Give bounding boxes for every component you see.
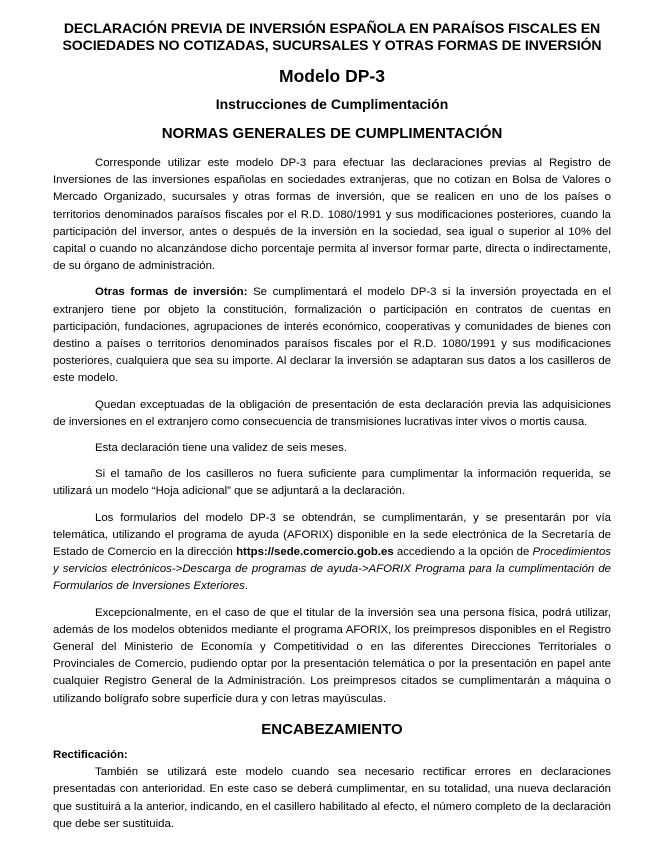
normas-paragraph-7: Excepcionalmente, en el caso de que el titular de la inversión sea una persona física, podrá utilizar, además de los modelos obtenidos mediante el programa AFORIX, los preimpresos disponibles en el Registro General del Ministerio de Economía y Competitividad o en las diferentes Direcciones Territoriales o Provinciales de Comercio, pudiendo optar por la presentación telemática o por la presentación en papel ante cualquier Registro General de la Administración. Los preimpresos citados se cumplimentarán a máquina o utilizando bolígrafo sobre superficie dura y con letras mayúsculas.	[53, 606, 611, 705]
document-title	[53, 20, 611, 54]
instructions-subtitle: Instrucciones de Cumplimentación	[215, 96, 449, 112]
sede-url: https://sede.comercio.gob.es	[236, 546, 394, 559]
normas-paragraph-1: Corresponde utilizar este modelo DP-3 para efectuar las declaraciones previas al Registro de Inversiones de las inversiones españolas en sociedades extranjeras, que no cotizan en Bolsa de Valores o Mercado Organizado, sucursales y otras formas de inversión, que se realicen en uno de los países o territorios denominados paraísos fiscales por el R.D. 1080/1991 y sus modificaciones posteriores, cuando la participación del inversor, antes o después de la inversión en la sociedad, sea igual o superior al 10% del capital o cuando no alcanzándose dicho porcentaje permita al inversor formar parte, directa o indirectamente, de su órgano de administración.	[53, 157, 611, 273]
title-line-2: SOCIEDADES NO COTIZADAS, SUCURSALES Y OTRAS FORMAS DE INVERSIÓN	[62, 37, 602, 53]
normas-paragraph-2	[53, 284, 611, 387]
normas-paragraph-6	[53, 510, 611, 596]
aforix-path: Procedimientos y servicios electrónicos->Descarga de programas de ayuda->AFORIX Programa para la cumplimentación de Formularios de Inversiones Exteriores	[53, 546, 611, 593]
encabezamiento-heading: ENCABEZAMIENTO	[261, 720, 403, 738]
normas-paragraph-4: Esta declaración tiene una validez de seis meses.	[95, 442, 348, 455]
rectificacion-label-text: Rectificación:	[53, 748, 128, 761]
rectificacion-label	[53, 747, 611, 764]
normas-heading: NORMAS GENERALES DE CUMPLIMENTACIÓN	[161, 125, 503, 142]
model-name: Modelo DP-3	[279, 66, 385, 86]
otras-formas-label: Otras formas de inversión:	[95, 286, 248, 299]
rectificacion-paragraph: También se utilizará este modelo cuando sea necesario rectificar errores en declaraciones presentadas con anterioridad. En este caso se deberá cumplimentar, en su totalidad, una nueva declaración que sustituirá a la anterior, indicando, en el casillero habilitado al efecto, el número completo de la declaración que debe ser sustituida.	[53, 766, 611, 830]
normas-paragraph-5: Si el tamaño de los casilleros no fuera suficiente para cumplimentar la información requerida, se utilizará un modelo “Hoja adicional” que se adjuntará a la declaración.	[53, 468, 611, 498]
otras-formas-text: Se cumplimentará el modelo DP-3 si la inversión proyectada en el extranjero tiene por objeto la constitución, formalización o participación en contratos de cuentas en participación, fundaciones, agrupaciones de interés económico, cooperativas y comunidades de bienes con destino a países o territorios denominados paraísos fiscales por el R.D. 1080/1991 y sus modificaciones posteriores, cualquiera que sea su importe. Al declarar la inversión se adaptaran sus datos a los casilleros de este modelo.	[53, 286, 611, 385]
normas-paragraph-3: Quedan exceptuadas de la obligación de presentación de esta declaración previa las adquisiciones de inversiones en el extranjero como consecuencia de transmisiones lucrativas inter vivos o mortis causa.	[53, 398, 611, 428]
title-line-1: DECLARACIÓN PREVIA DE INVERSIÓN ESPAÑOLA EN PARAÍSOS FISCALES EN	[63, 20, 601, 36]
aforix-end: .	[244, 580, 248, 593]
aforix-text-2: accediendo a la opción de	[393, 546, 533, 559]
aforix-text-1: Los formularios del modelo DP-3 se obtendrán, se cumplimentarán, y se presentarán por vía telemática, utilizando el programa de ayuda (AFORIX) disponible en la sede electrónica de la Secretaría de Estado de Comercio en la dirección	[53, 511, 611, 559]
